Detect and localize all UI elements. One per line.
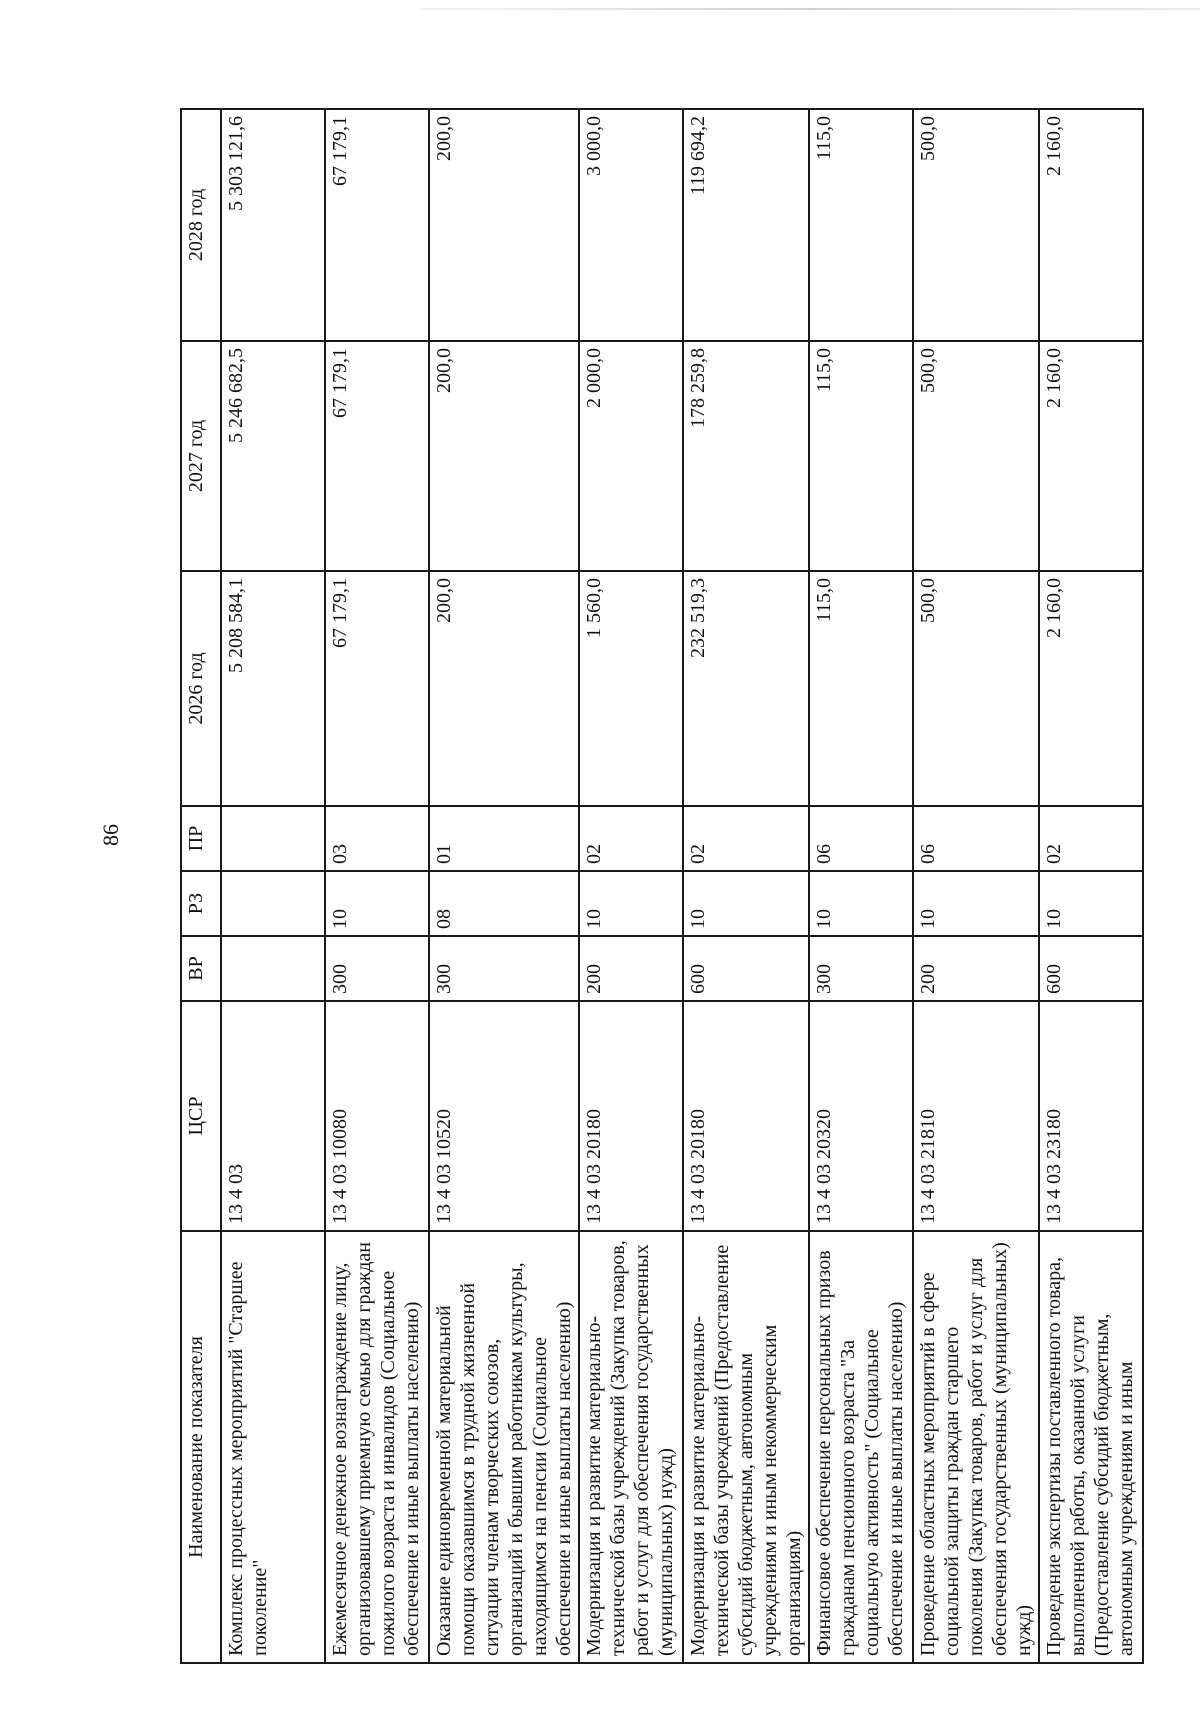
cell-2028: 115,0 xyxy=(809,109,913,341)
cell-2026: 1 560,0 xyxy=(579,571,683,806)
cell-csr: 13 4 03 20180 xyxy=(683,1001,809,1231)
cell-2028: 3 000,0 xyxy=(579,109,683,341)
header-2028: 2028 год xyxy=(181,109,221,341)
cell-rz: 08 xyxy=(429,871,579,936)
cell-vr: 200 xyxy=(913,936,1039,1001)
cell-2028: 119 694,2 xyxy=(683,109,809,341)
cell-vr: 200 xyxy=(579,936,683,1001)
cell-csr: 13 4 03 23180 xyxy=(1039,1001,1143,1231)
cell-2027: 500,0 xyxy=(913,341,1039,571)
cell-name: Ежемесячное денежное вознаграждение лицу, организовавшему приемную семью для граждан пожилого возраста и инвалидов (Социальное обеспечение и иные выплаты населению) xyxy=(325,1231,429,1663)
cell-2028: 2 160,0 xyxy=(1039,109,1143,341)
cell-rz: 10 xyxy=(1039,871,1143,936)
table-row xyxy=(1039,109,1143,1663)
cell-name: Проведение областных мероприятий в сфере социальной защиты граждан старшего поколения (Закупка товаров, работ и услуг для обеспечения государственных (муниципальных) нужд) xyxy=(913,1231,1039,1663)
table-row xyxy=(221,109,325,1663)
cell-pr: 02 xyxy=(1039,806,1143,871)
cell-2028: 200,0 xyxy=(429,109,579,341)
cell-vr: 300 xyxy=(325,936,429,1001)
header-2027: 2027 год xyxy=(181,341,221,571)
cell-csr: 13 4 03 20320 xyxy=(809,1001,913,1231)
cell-rz: 10 xyxy=(325,871,429,936)
cell-2027: 200,0 xyxy=(429,341,579,571)
header-rz: РЗ xyxy=(181,871,221,936)
table-header-row xyxy=(181,109,221,1663)
table-row xyxy=(809,109,913,1663)
cell-rz: 10 xyxy=(809,871,913,936)
cell-vr: 600 xyxy=(1039,936,1143,1001)
cell-rz: 10 xyxy=(579,871,683,936)
table-row xyxy=(683,109,809,1663)
header-pr: ПР xyxy=(181,806,221,871)
page-number: 86 xyxy=(98,824,123,846)
cell-pr xyxy=(221,806,325,871)
header-name: Наименование показателя xyxy=(181,1231,221,1663)
cell-csr: 13 4 03 21810 xyxy=(913,1001,1039,1231)
cell-2028: 67 179,1 xyxy=(325,109,429,341)
cell-vr xyxy=(221,936,325,1001)
scan-artifact-line xyxy=(420,8,1200,10)
cell-pr: 03 xyxy=(325,806,429,871)
cell-pr: 01 xyxy=(429,806,579,871)
cell-name: Оказание единовременной материальной помощи оказавшимся в трудной жизненной ситуации членам творческих союзов, организаций и бывшим работникам культуры, находящимся на пенсии (Социальное обеспечение и иные выплаты населению) xyxy=(429,1231,579,1663)
cell-csr: 13 4 03 20180 xyxy=(579,1001,683,1231)
cell-2026: 200,0 xyxy=(429,571,579,806)
cell-pr: 06 xyxy=(809,806,913,871)
cell-2026: 232 519,3 xyxy=(683,571,809,806)
header-csr: ЦСР xyxy=(181,1001,221,1231)
cell-pr: 06 xyxy=(913,806,1039,871)
cell-name: Проведение экспертизы поставленного товара, выполненной работы, оказанной услуги (Предоставление субсидий бюджетным, автономным учреждениям и иным xyxy=(1039,1231,1143,1663)
cell-pr: 02 xyxy=(579,806,683,871)
cell-name: Модернизация и развитие материально-технической базы учреждений (Предоставление субсидий бюджетным, автономным учреждениям и иным некоммерческим организациям) xyxy=(683,1231,809,1663)
cell-2026: 2 160,0 xyxy=(1039,571,1143,806)
cell-2027: 5 246 682,5 xyxy=(221,341,325,571)
budget-table xyxy=(180,108,1144,1664)
table-row xyxy=(429,109,579,1663)
rotated-table-container xyxy=(180,110,1137,1664)
table-row xyxy=(913,109,1039,1663)
cell-rz: 10 xyxy=(683,871,809,936)
cell-csr: 13 4 03 xyxy=(221,1001,325,1231)
table-row xyxy=(325,109,429,1663)
cell-2026: 5 208 584,1 xyxy=(221,571,325,806)
cell-2027: 67 179,1 xyxy=(325,341,429,571)
cell-rz: 10 xyxy=(913,871,1039,936)
header-2026: 2026 год xyxy=(181,571,221,806)
table-row xyxy=(579,109,683,1663)
cell-2026: 500,0 xyxy=(913,571,1039,806)
cell-2027: 178 259,8 xyxy=(683,341,809,571)
cell-2026: 67 179,1 xyxy=(325,571,429,806)
cell-2027: 2 000,0 xyxy=(579,341,683,571)
cell-name: Модернизация и развитие материально-технической базы учреждений (Закупка товаров, работ и услуг для обеспечения государственных (муниципальных) нужд) xyxy=(579,1231,683,1663)
cell-2026: 115,0 xyxy=(809,571,913,806)
cell-name: Финансовое обеспечение персональных призов гражданам пенсионного возраста "За социальную активность" (Социальное обеспечение и иные выплаты населению) xyxy=(809,1231,913,1663)
cell-2028: 500,0 xyxy=(913,109,1039,341)
cell-pr: 02 xyxy=(683,806,809,871)
cell-name: Комплекс процессных мероприятий "Старшее поколение" xyxy=(221,1231,325,1663)
cell-vr: 600 xyxy=(683,936,809,1001)
cell-csr: 13 4 03 10520 xyxy=(429,1001,579,1231)
cell-2028: 5 303 121,6 xyxy=(221,109,325,341)
cell-2027: 2 160,0 xyxy=(1039,341,1143,571)
header-vr: ВР xyxy=(181,936,221,1001)
cell-rz xyxy=(221,871,325,936)
cell-csr: 13 4 03 10080 xyxy=(325,1001,429,1231)
cell-vr: 300 xyxy=(429,936,579,1001)
cell-vr: 300 xyxy=(809,936,913,1001)
cell-2027: 115,0 xyxy=(809,341,913,571)
